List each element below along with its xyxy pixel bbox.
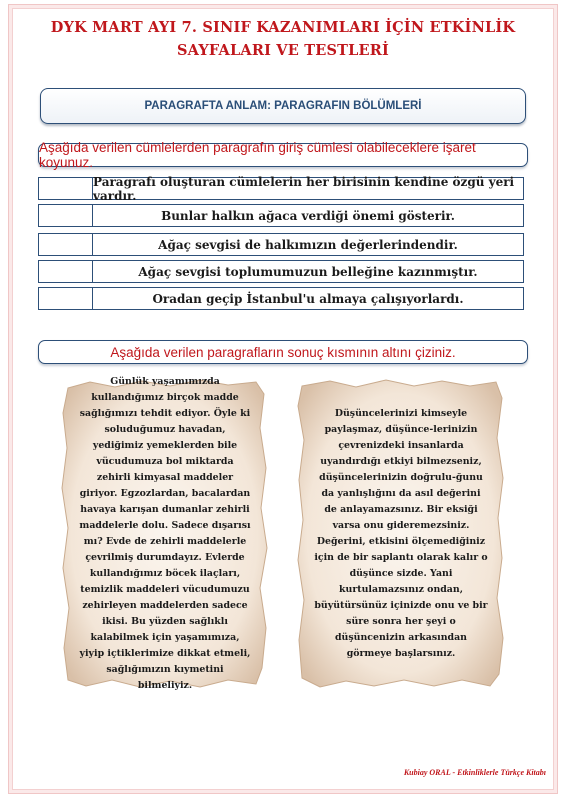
answer-checkbox[interactable] bbox=[39, 288, 93, 309]
instruction-2-text: Aşağıda verilen paragrafların sonuç kısmının altını çiziniz. bbox=[110, 344, 456, 360]
instruction-banner-2 bbox=[38, 340, 528, 364]
page-title: DYK MART AYI 7. SINIF KAZANIMLARI İÇİN ETKİNLİK SAYFALARI VE TESTLERİ bbox=[50, 19, 516, 59]
sentence-text: Paragrafı oluşturan cümlelerin her birisinin kendine özgü yeri vardır. bbox=[93, 174, 515, 203]
section-title: PARAGRAFTA ANLAM: PARAGRAFIN BÖLÜMLERİ bbox=[144, 100, 422, 112]
paragraph-text: Günlük yaşamımızda kullandığımız birçok madde sağlığımızı tehdit ediyor. Öyle ki soluduğumuz havadan, yediğimiz yemeklerden bile vücudumuza bol miktarda zehirli kimyasal maddeler giriyor. Egzozlardan, bacalardan havaya karışan dumanlar zehirli maddelerle dolu. Sadece dışarısı mı? Evde de zehirli maddelerle çevrilmiş durumdayız. Evlerde kullandığımız böcek ilaçları, temizlik maddeleri vücudumuzu zehirleyen maddelerden sadece ikisi. Bu yüzden sağlıklı kalabilmek için yaşamımıza, yiyip içtiklerimize dikkat etmeli, sağlığımızın kıymetini bilmeliyiz. bbox=[79, 376, 251, 691]
parchment-card-1 bbox=[60, 378, 270, 690]
instruction-banner-1 bbox=[38, 140, 528, 170]
sentence-row bbox=[38, 174, 524, 203]
parchment-card-2 bbox=[296, 378, 506, 690]
section-header bbox=[40, 88, 526, 124]
sentence-row bbox=[38, 233, 524, 256]
answer-checkbox[interactable] bbox=[39, 261, 93, 282]
sentence-text: Ağaç sevgisi toplumumuzun belleğine kazınmıştır. bbox=[138, 264, 478, 279]
answer-checkbox[interactable] bbox=[39, 234, 93, 255]
paragraph-text: Düşüncelerinizi kimseyle paylaşmaz, düşünce-lerinizin çevrenizdeki insanlarda uyandırdığı etkiyi bilmezseniz, düşüncelerinizin doğrulu-ğunu da yanlışlığını da asıl değerini de anlayamazsınız. Bir eksiği varsa onu gideremezsiniz. Değerini, etkisini ölçemediğiniz için de bir saplantı olarak kalır o düşünce sizde. Yani kurtulamazsınız ondan, büyütürsünüz içinizde onu ve bir süre sonra her şeyi o düşüncenizin arkasından görmeye başlarsınız. bbox=[314, 408, 488, 659]
sentence-row bbox=[38, 204, 524, 227]
sentence-row bbox=[38, 287, 524, 310]
answer-checkbox[interactable] bbox=[39, 205, 93, 226]
answer-checkbox[interactable] bbox=[39, 178, 93, 199]
sentence-text: Bunlar halkın ağaca verdiği önemi gösterir. bbox=[161, 208, 455, 223]
sentence-text: Oradan geçip İstanbul'u almaya çalışıyorlardı. bbox=[152, 291, 464, 306]
instruction-1-text: Aşağıda verilen cümlelerden paragrafın giriş cümlesi olabileceklere işaret koyunuz. bbox=[39, 140, 476, 170]
sentence-text: Ağaç sevgisi de halkımızın değerlerindendir. bbox=[158, 237, 458, 252]
sentence-row bbox=[38, 260, 524, 283]
footer-credit: Kubiay ORAL - Etkinliklerle Türkçe Kitabı bbox=[403, 768, 546, 777]
